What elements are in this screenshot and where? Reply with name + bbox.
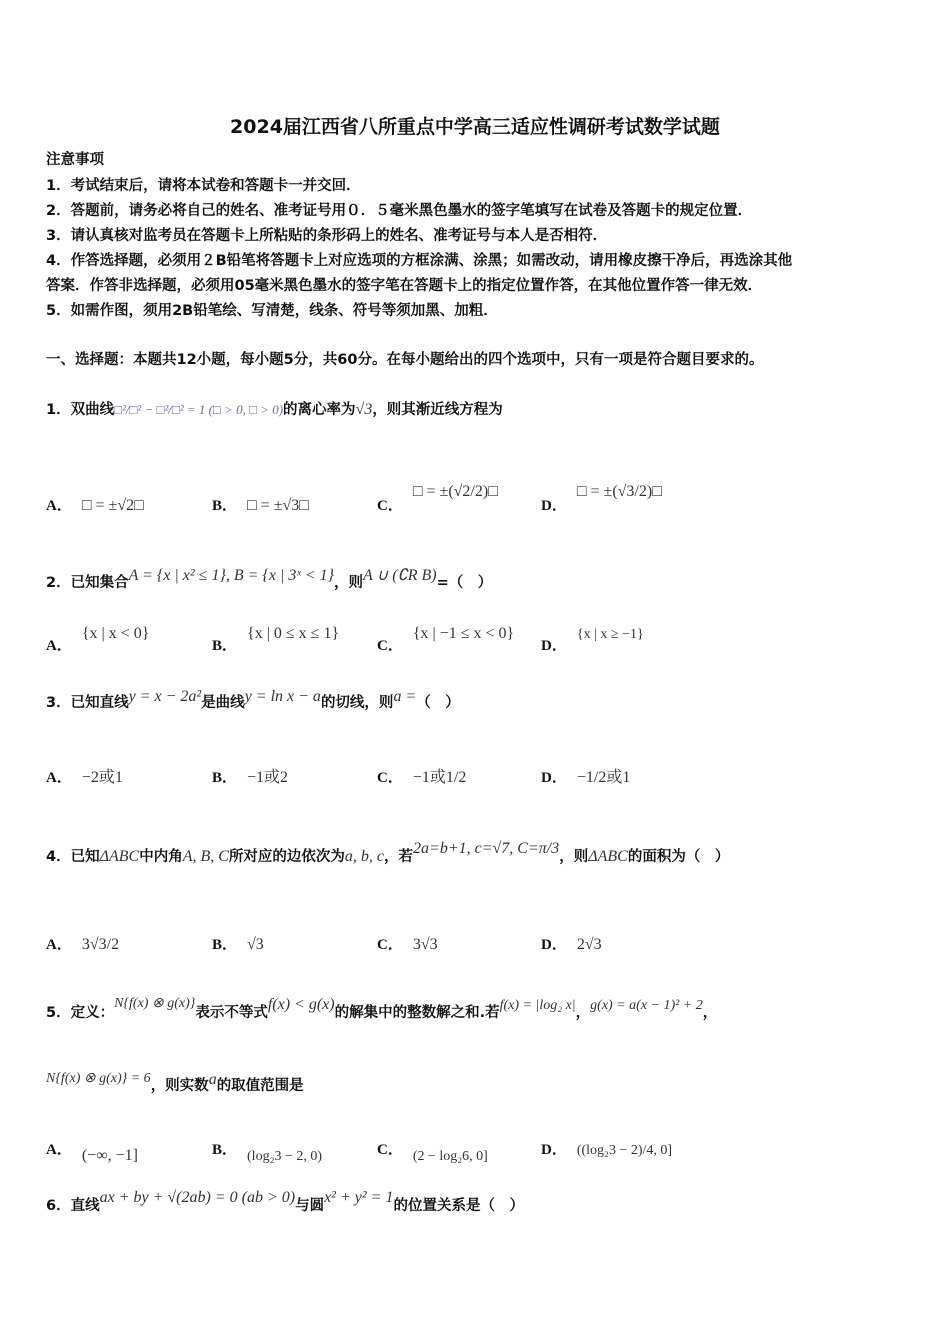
option-math: 3√3/2	[81, 936, 120, 953]
notice-item: 3．请认真核对监考员在答题卡上所粘贴的条形码上的姓名、准考证号与本人是否相符．	[46, 228, 608, 244]
q-math: 2a=b+1, c=√7, C=π/3	[413, 840, 560, 857]
q-text: 的切线，则	[320, 695, 394, 711]
q-math: f(x) = |log₂ x|	[499, 998, 576, 1013]
option-label: D．	[541, 770, 567, 786]
option-math: ((log₂3 − 2)/4, 0]	[576, 1143, 673, 1158]
option-label: C．	[377, 638, 403, 654]
q-text: 4．已知	[46, 849, 100, 865]
notice-item: 1．考试结束后，请将本试卷和答题卡一并交回．	[46, 178, 361, 194]
option-a[interactable]	[46, 764, 123, 787]
notice-item: 2．答题前，请务必将自己的姓名、准考证号用０．５毫米黑色墨水的签字笔填写在试卷及答题卡的规定位置．	[46, 203, 753, 219]
option-math: (log₂3 − 2, 0)	[247, 1149, 323, 1164]
option-a[interactable]	[46, 494, 144, 515]
q-text: 与圆	[295, 1198, 325, 1214]
q-text: ，则其渐近线方程为	[372, 402, 503, 418]
q-math: y = ln x − a	[244, 688, 321, 705]
option-label: B．	[212, 770, 238, 786]
question-4	[46, 840, 730, 867]
section-heading: 一、选择题：本题共12小题，每小题5分，共60分。在每小题给出的四个选项中，只有一项是符合题目要求的。	[46, 352, 764, 368]
option-label: A．	[46, 498, 72, 514]
q-math: N{f(x) ⊗ g(x)}	[114, 996, 196, 1011]
option-label: C．	[377, 498, 403, 514]
option-b[interactable]	[212, 1138, 323, 1164]
option-math: −2或1	[81, 769, 123, 786]
question-3	[46, 688, 460, 713]
option-c[interactable]	[377, 1138, 488, 1164]
option-label: A．	[46, 1142, 72, 1158]
q-text: ，则	[334, 575, 364, 591]
q-math: ΔABC	[588, 848, 628, 865]
notice-heading: 注意事项	[46, 152, 104, 168]
option-label: B．	[212, 937, 238, 953]
option-a[interactable]	[46, 625, 150, 655]
option-label: A．	[46, 770, 72, 786]
option-math: □ = ±√2□	[81, 497, 144, 514]
option-math: (−∞, −1]	[81, 1147, 138, 1164]
option-label: D．	[541, 498, 567, 514]
q-math: f(x) < g(x)	[267, 996, 335, 1013]
q-math: y = x − 2a²	[128, 688, 202, 705]
q-text: ，若	[384, 849, 414, 865]
question-1	[46, 400, 503, 420]
question-6	[46, 1189, 524, 1216]
option-b[interactable]	[212, 764, 288, 787]
notice-item: 答案．作答非选择题，必须用05毫米黑色墨水的签字笔在答题卡上的指定位置作答，在其他位置作答一律无效．	[46, 278, 763, 294]
option-c[interactable]	[377, 483, 498, 515]
q-text: ，则实数	[150, 1078, 209, 1094]
q-math: ΔABC	[99, 848, 140, 865]
option-c[interactable]	[377, 625, 515, 655]
option-math: {x | x < 0}	[81, 625, 150, 642]
q-text: 的取值范围是	[216, 1078, 304, 1094]
option-math: □ = ±√3□	[247, 497, 309, 514]
option-math: √3	[247, 936, 264, 953]
q-math: A, B, C	[182, 848, 229, 865]
option-label: A．	[46, 937, 72, 953]
option-d[interactable]	[541, 627, 644, 655]
q-math: a =	[393, 688, 417, 705]
option-label: D．	[541, 937, 567, 953]
option-label: B．	[212, 1142, 238, 1158]
option-c[interactable]	[377, 933, 438, 954]
q-math: √3	[355, 401, 373, 418]
option-label: D．	[541, 1142, 567, 1158]
question-2	[46, 567, 493, 593]
option-math: {x | −1 ≤ x < 0}	[412, 625, 515, 642]
q-math: ax + by + √(2ab) = 0 (ab > 0)	[99, 1189, 296, 1206]
q-text: ，则	[559, 849, 589, 865]
q-math: N{f(x) ⊗ g(x)} = 6	[46, 1071, 151, 1086]
option-d[interactable]	[541, 933, 602, 954]
q-text: 中内角	[139, 849, 183, 865]
option-c[interactable]	[377, 764, 466, 787]
q-math: A = {x | x² ≤ 1}, B = {x | 3ˣ < 1}	[128, 567, 335, 584]
q-text: 表示不等式	[195, 1005, 268, 1021]
q-text: 6．直线	[46, 1198, 100, 1214]
option-math: (2 − log₂6, 0]	[412, 1149, 488, 1164]
option-b[interactable]	[212, 625, 340, 655]
option-math: −1或2	[247, 769, 289, 786]
option-label: C．	[377, 770, 403, 786]
option-label: B．	[212, 498, 238, 514]
option-math: □ = ±(√2/2)□	[412, 483, 498, 500]
q-math: a	[208, 1071, 217, 1088]
q-text: =（ ）	[436, 575, 493, 591]
notice-item: 5．如需作图，须用2B铅笔绘、写清楚，线条、符号等须加黑、加粗．	[46, 303, 498, 319]
option-b[interactable]	[212, 494, 309, 515]
q-math: x² + y² = 1	[324, 1189, 394, 1206]
q-text: 5．定义：	[46, 1005, 115, 1021]
page-title: 2024届江西省八所重点中学高三适应性调研考试数学试题	[230, 116, 720, 138]
q-text: 的离心率为	[283, 402, 356, 418]
option-a[interactable]	[46, 933, 119, 954]
option-d[interactable]	[541, 764, 630, 787]
q-math: a, b, c	[344, 848, 385, 865]
option-a[interactable]	[46, 1138, 138, 1164]
option-math: {x | x ≥ −1}	[576, 627, 644, 642]
q-text: 的面积为（ ）	[627, 849, 730, 865]
option-label: B．	[212, 638, 238, 654]
option-label: D．	[541, 638, 567, 654]
option-d[interactable]	[541, 1138, 672, 1159]
q-math: A ∪ (∁R B)	[363, 567, 437, 584]
q-text: 1．双曲线	[46, 402, 115, 418]
option-math: −1/2或1	[576, 769, 631, 786]
q-text: 的位置关系是（ ）	[393, 1198, 524, 1214]
option-math: □ = ±(√3/2)□	[576, 483, 662, 500]
q-text: 所对应的边依次为	[228, 849, 345, 865]
option-label: A．	[46, 638, 72, 654]
option-math: {x | 0 ≤ x ≤ 1}	[247, 625, 340, 642]
option-math: 3√3	[412, 936, 438, 953]
notice-item: 4．作答选择题，必须用２B铅笔将答题卡上对应选项的方框涂满、涂黑；如需改动，请用橡皮擦干净后，再选涂其他	[46, 253, 793, 269]
option-math: −1或1/2	[412, 769, 467, 786]
q-math: g(x) = a(x − 1)² + 2	[590, 998, 703, 1013]
q-text: 是曲线	[201, 695, 245, 711]
question-5: 5．定义：N{f(x) ⊗ g(x)}表示不等式f(x) < g(x)的解集中的整数解之和.若f(x) = |log₂ x|，g(x) = a(x − 1)² + 2，	[46, 996, 718, 1021]
question-5-line-2	[46, 1071, 304, 1097]
option-math: 2√3	[576, 936, 602, 953]
q-text: 2．已知集合	[46, 575, 129, 591]
q-text: 的解集中的整数解之和.若	[334, 1005, 500, 1021]
option-label: C．	[377, 937, 403, 953]
option-d[interactable]	[541, 483, 662, 515]
q-math: □²/□² − □²/□² = 1 (□ > 0, □ > 0)	[114, 402, 284, 417]
option-b[interactable]	[212, 933, 264, 954]
option-label: C．	[377, 1142, 403, 1158]
q-text: 3．已知直线	[46, 695, 129, 711]
q-text: （ ）	[416, 695, 460, 711]
